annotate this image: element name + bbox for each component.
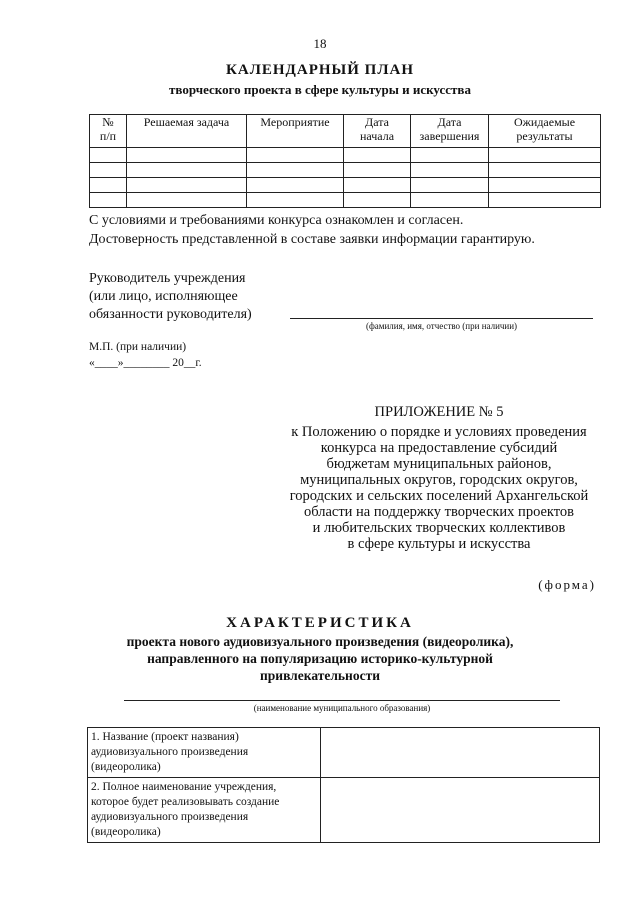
col-start-date: Дата начала: [344, 115, 411, 148]
col-event: Мероприятие: [247, 115, 344, 148]
characteristic-subtitle: проекта нового аудиовизуального произведения (видеоролика), направленного на популяризацию историко-культурной привлекательности: [126, 634, 514, 683]
calendar-plan-table: [89, 114, 601, 208]
plan-subtitle: творческого проекта в сфере культуры и искусства: [169, 82, 471, 97]
municipality-caption: (наименование муниципального образования): [253, 703, 431, 713]
page-number: 18: [313, 36, 327, 51]
table-row: [90, 193, 601, 208]
characteristic-title: ХАРАКТЕРИСТИКА: [226, 615, 414, 631]
municipality-line[interactable]: [124, 700, 560, 701]
form-label: (форма): [538, 577, 596, 592]
row-value[interactable]: [321, 778, 600, 843]
head-line-3: обязанности руководителя): [89, 307, 252, 322]
head-line-2: (или лицо, исполняющее: [89, 289, 238, 304]
col-results: Ожидаемые результаты: [489, 115, 601, 148]
col-end-date: Дата завершения: [411, 115, 489, 148]
signature-line[interactable]: [290, 318, 593, 319]
row-value[interactable]: [321, 728, 600, 778]
stamp-date: «____»________ 20__г.: [89, 357, 202, 369]
characteristic-table: [87, 727, 600, 843]
table-row: [88, 778, 600, 843]
table-row: [90, 163, 601, 178]
head-line-1: Руководитель учреждения: [89, 271, 246, 286]
agreement-line-1: С условиями и требованиями конкурса ознакомлен и согласен.: [89, 213, 464, 228]
signature-caption: (фамилия, имя, отчество (при наличии): [365, 321, 518, 331]
table-row: [90, 178, 601, 193]
col-number: № п/п: [90, 115, 127, 148]
table-header-row: [90, 115, 601, 148]
row-label: 1. Название (проект названия) аудиовизуального произведения (видеоролика): [88, 728, 321, 778]
plan-title: КАЛЕНДАРНЫЙ ПЛАН: [225, 62, 415, 78]
table-row: [90, 148, 601, 163]
col-task: Решаемая задача: [127, 115, 247, 148]
appendix-title: ПРИЛОЖЕНИЕ № 5: [374, 404, 504, 420]
appendix-header: ПРИЛОЖЕНИЕ № 5 к Положению о порядке и условиях проведения конкурса на предоставление субсидий бюджетам муниципальных районов, муниципальных округов, городских округов, городских и сельских поселений Архангельской области на поддержку творческих проектов и любительских творческих коллективов в сфере культуры и искусства: [280, 404, 598, 552]
agreement-line-2: Достоверность представленной в составе заявки информации гарантирую.: [89, 232, 535, 247]
stamp-mp: М.П. (при наличии): [89, 341, 187, 353]
row-label: 2. Полное наименование учреждения, которое будет реализовывать создание аудиовизуального произведения (видеоролика): [88, 778, 321, 843]
table-row: [88, 728, 600, 778]
